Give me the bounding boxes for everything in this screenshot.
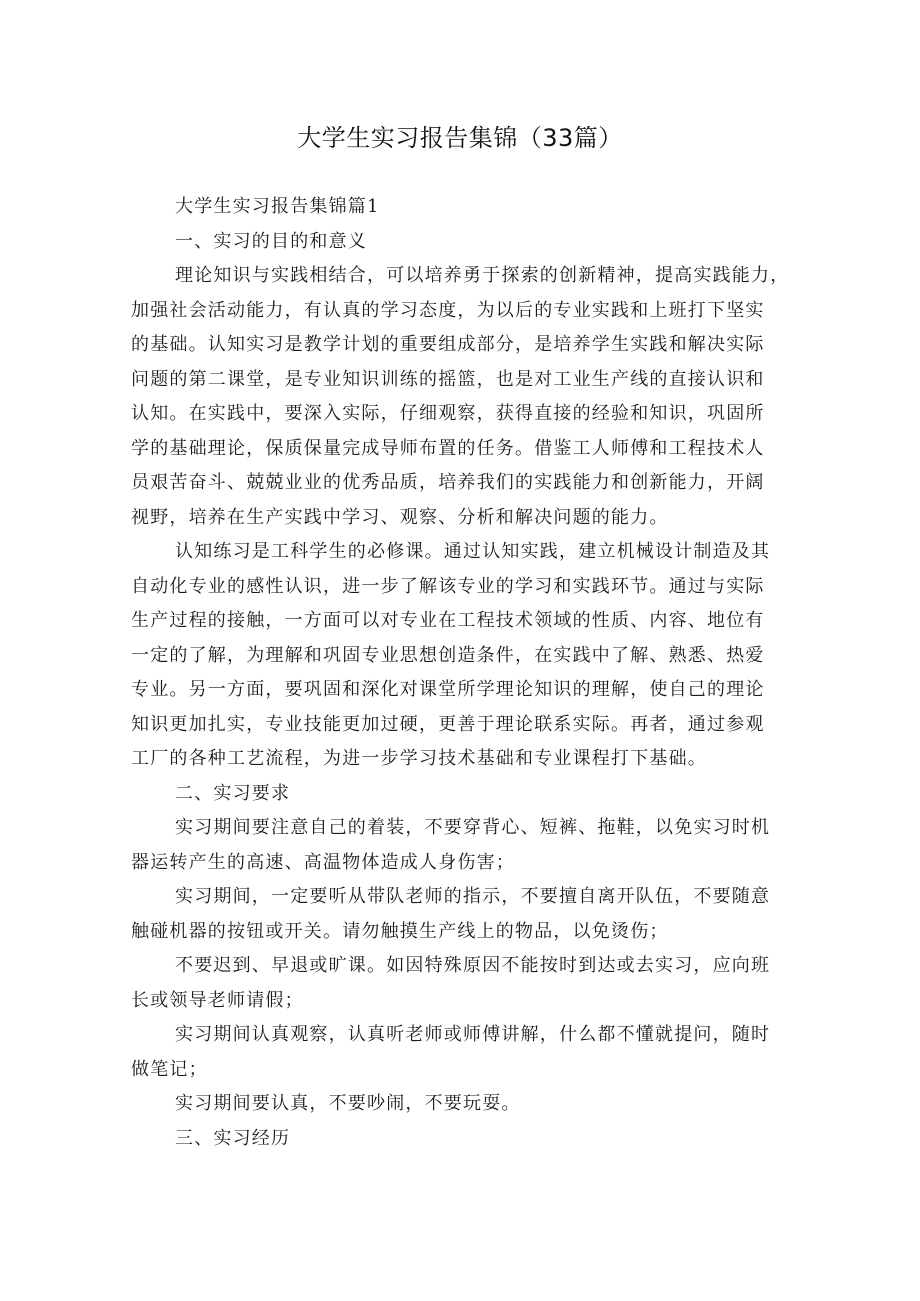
text-line: 长或领导老师请假； — [131, 989, 304, 1011]
text-line: 的基础。认知实习是教学计划的重要组成部分，是培养学生实践和解决实际 — [131, 334, 765, 355]
text-line: 问题的第二课堂，是专业知识训练的摇篮，也是对工业生产线的直接认识和 — [131, 368, 765, 390]
text-line: 不要迟到、早退或旷课。如因特殊原因不能按时到达或去实习，应向班 — [175, 955, 771, 976]
text-line: 自动化专业的感性认识，进一步了解该专业的学习和实践环节。通过与实际 — [131, 575, 765, 597]
text-line: 生产过程的接触，一方面可以对专业在工程技术领域的性质、内容、地位有 — [131, 610, 765, 631]
text-line: 视野，培养在生产实践中学习、观察、分析和解决问题的能力。 — [131, 506, 669, 528]
text-line: 专业。另一方面，要巩固和深化对课堂所学理论知识的理解，使自己的理论 — [131, 679, 765, 700]
text-line: 加强社会活动能力，有认真的学习态度，为以后的专业实践和上班打下坚实 — [131, 299, 765, 321]
document-title: 大学生实习报告集锦（33篇） — [297, 124, 623, 152]
text-line: 理论知识与实践相结合，可以培养勇于探索的创新精神，提高实践能力， — [175, 265, 790, 286]
text-line: 三、实习经历 — [175, 1127, 291, 1149]
text-line: 实习期间认真观察，认真听老师或师傅讲解，什么都不懂就提问，随时 — [175, 1024, 771, 1045]
text-line: 实习期间要认真，不要吵闹，不要玩耍。 — [175, 1093, 521, 1114]
text-line: 员艰苦奋斗、兢兢业业的优秀品质，培养我们的实践能力和创新能力，开阔 — [131, 472, 765, 493]
text-line: 认知练习是工科学生的必修课。通过认知实践，建立机械设计制造及其 — [175, 541, 771, 562]
text-line: 工厂的各种工艺流程，为进一步学习技术基础和专业课程打下基础。 — [131, 748, 707, 769]
text-line: 二、实习要求 — [175, 782, 291, 804]
document-body — [131, 190, 795, 1156]
text-line: 做笔记； — [131, 1058, 208, 1080]
text-line: 一、实习的目的和意义 — [175, 230, 367, 252]
text-line: 一定的了解，为理解和巩固专业思想创造条件，在实践中了解、熟悉、热爱 — [131, 644, 765, 666]
text-line: 大学生实习报告集锦篇1 — [175, 196, 380, 217]
text-line: 知识更加扎实，专业技能更加过硬，更善于理论联系实际。再者，通过参观 — [131, 713, 765, 735]
text-line: 器运转产生的高速、高温物体造成人身伤害； — [131, 851, 515, 873]
text-line: 触碰机器的按钮或开关。请勿触摸生产线上的物品，以免烫伤； — [131, 920, 669, 942]
text-line: 实习期间，一定要听从带队老师的指示，不要擅自离开队伍，不要随意 — [175, 886, 771, 907]
text-line: 学的基础理论，保质保量完成导师布置的任务。借鉴工人师傅和工程技术人 — [131, 437, 765, 459]
text-line: 实习期间要注意自己的着装，不要穿背心、短裤、拖鞋，以免实习时机 — [175, 817, 771, 838]
text-line: 认知。在实践中，要深入实际，仔细观察，获得直接的经验和知识，巩固所 — [131, 403, 765, 424]
